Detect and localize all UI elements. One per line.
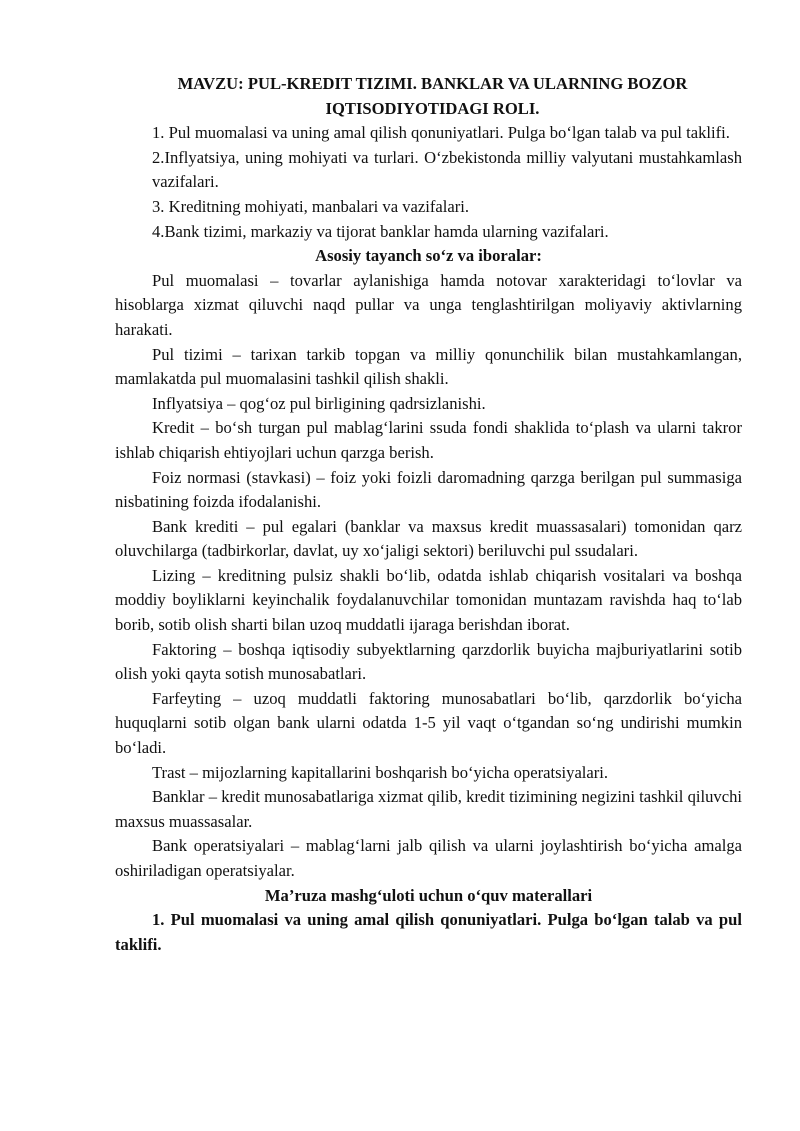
section-heading: 1. Pul muomalasi va uning amal qilish qonuniyatlari. Pulga bo‘lgan talab va pul taklifi. bbox=[115, 910, 742, 954]
definition-paragraph: Pul tizimi – tarixan tarkib topgan va milliy qonunchilik bilan mustahkamlangan, mamlakatda pul muomalasini tashkil qilish shakli. bbox=[115, 344, 742, 389]
definition-paragraph: Banklar – kredit munosabatlariga xizmat qilib, kredit tizimining negizini tashkil qiluvchi maxsus muassasalar. bbox=[115, 787, 742, 831]
topic-plan-list bbox=[115, 121, 742, 244]
plan-item: 4.Bank tizimi, markaziy va tijorat banklar hamda ularning vazifalari. bbox=[152, 221, 609, 241]
document-title: MAVZU: PUL-KREDIT TIZIMI. BANKLAR VA ULARNING BOZOR IQTISODIYOTIDAGI ROLI. bbox=[177, 74, 688, 118]
materials-heading: Ma’ruza mashg‘uloti uchun o‘quv materallari bbox=[264, 885, 593, 905]
definition-paragraph: Farfeyting – uzoq muddatli faktoring munosabatlari bo‘lib, qarzdorlik bo‘yicha huquqlarni sotib olgan bank ularni odatda 1-5 yil vaqt o‘tgandan so‘ng undirishi mumkin bo‘ladi. bbox=[115, 688, 742, 758]
definition-paragraph: Lizing – kreditning pulsiz shakli bo‘lib, odatda ishlab chiqarish vositalari va boshqa moddiy boyliklarni keyinchalik foydalanuvchilar tomonidan muntazam ravishda haq to‘lab borib, sotib olish sharti bilan uzoq muddatli ijaraga berishdan iborat. bbox=[115, 565, 742, 635]
keywords-heading: Asosiy tayanch so‘z va iboralar: bbox=[315, 246, 542, 266]
plan-item: 1. Pul muomalasi va uning amal qilish qonuniyatlari. Pulga bo‘lgan talab va pul taklifi. bbox=[152, 123, 730, 143]
definition-paragraph: Bank operatsiyalari – mablag‘larni jalb qilish va ularni joylashtirish bo‘yicha amalga oshiriladigan operatsiyalar. bbox=[115, 836, 742, 880]
definition-paragraph: Inflyatsiya – qog‘oz pul birligining qadrsizlanishi. bbox=[152, 393, 486, 413]
definition-paragraph: Pul muomalasi – tovarlar aylanishiga hamda notovar xarakteridagi to‘lovlar va hisoblarga xizmat qiluvchi naqd pullar va unga tenglashtirilgan moliyaviy aktivlarning harakati. bbox=[115, 270, 742, 339]
definition-paragraph: Foiz normasi (stavkasi) – foiz yoki foizli daromadning qarzga berilgan pul summasiga nisbatining foizda ifodalanishi. bbox=[115, 467, 742, 512]
definitions-list bbox=[115, 269, 742, 884]
definition-paragraph: Trast – mijozlarning kapitallarini boshqarish bo‘yicha operatsiyalari. bbox=[152, 762, 609, 782]
definition-paragraph: Bank krediti – pul egalari (banklar va maxsus kredit muassasalari) tomonidan qarz oluvchilarga (tadbirkorlar, davlat, uy xo‘jaligi sektori) beriluvchi pul ssudalari. bbox=[115, 516, 742, 561]
definition-paragraph: Faktoring – boshqa iqtisodiy subyektlarning qarzdorlik buyicha majburiyatlarini sotib olish yoki qayta sotish munosabatlari. bbox=[115, 639, 742, 684]
plan-item: 3. Kreditning mohiyati, manbalari va vazifalari. bbox=[152, 196, 470, 216]
definition-paragraph: Kredit – bo‘sh turgan pul mablag‘larini ssuda fondi shaklida to‘plash va ularni takror ishlab chiqarish ehtiyojlari uchun qarzga berish. bbox=[115, 418, 742, 462]
plan-item: 2.Inflyatsiya, uning mohiyati va turlari. O‘zbekistonda milliy valyutani mustahkamlash vazifalari. bbox=[152, 147, 742, 192]
